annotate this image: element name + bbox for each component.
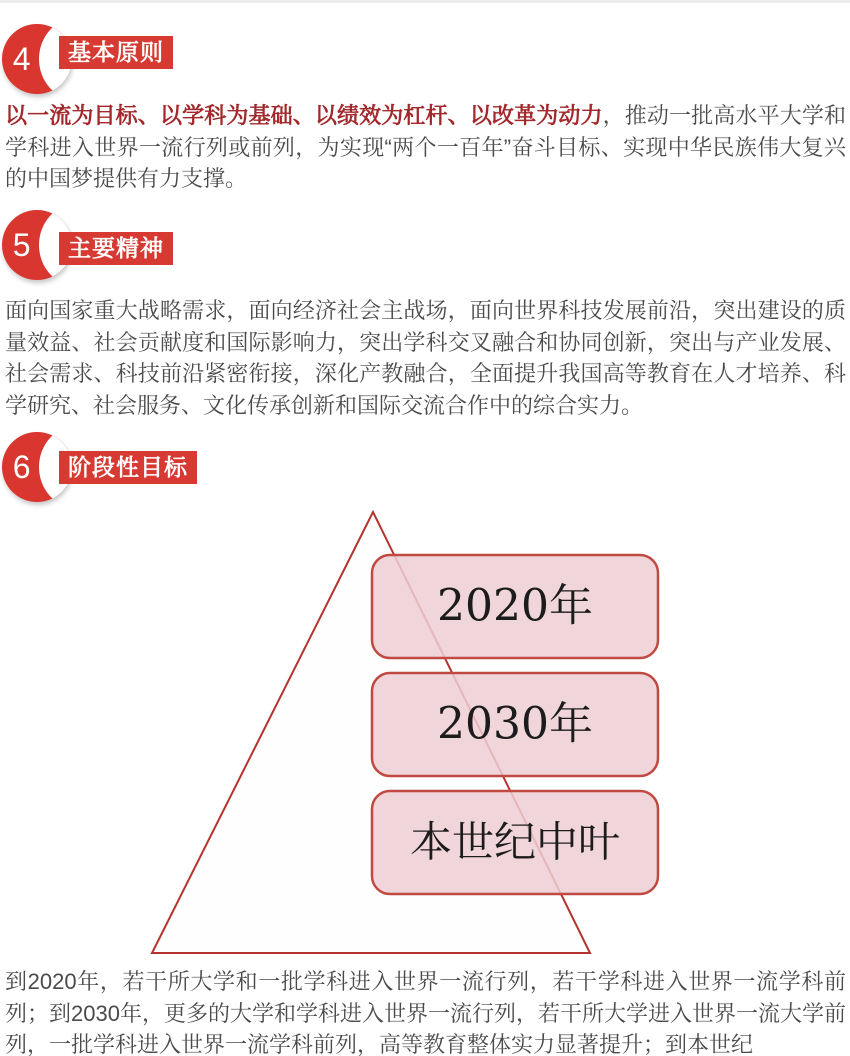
section-number: 4 [12, 41, 31, 77]
section-number: 6 [12, 449, 31, 485]
section-number: 5 [12, 227, 31, 263]
section-title-banner-6: 阶段性目标 [59, 451, 197, 484]
section-6-paragraph: 到2020年，若干所大学和一批学科进入世界一流行列，若干学科进入世界一流学科前列；到2030年，更多的大学和学科进入世界一流行列，若干所大学进入世界一流大学前列，一批学科进入世界一流学科前列，高等教育整体实力显著提升；到本世纪 [5, 969, 846, 1056]
paragraph-body-text: ，推动一批高水平大学和学科进入世界一流行列或前列，为实现“两个一百年”奋斗目标、实现中华民族伟大复兴的中国梦提供有力支撑。 [5, 103, 846, 191]
pyramid-level-label-2020: 2020年 [437, 580, 593, 632]
section-4-paragraph [5, 100, 846, 195]
stage-goals-pyramid-diagram [0, 503, 850, 963]
section-title-banner-5: 主要精神 [59, 232, 173, 265]
paragraph-lead-text: 以一流为目标、以学科为基础、以绩效为杠杆、以改革为动力 [5, 103, 603, 128]
section-title-banner-4: 基本原则 [59, 36, 173, 69]
section-5-paragraph: 面向国家重大战略需求，面向经济社会主战场，面向世界科技发展前沿，突出建设的质量效益、社会贡献度和国际影响力，突出学科交叉融合和协同创新，突出与产业发展、社会需求、科技前沿紧密衔接，深化产教融合，全面提升我国高等教育在人才培养、科学研究、社会服务、文化传承创新和国际交流合作中的综合实力。 [5, 298, 846, 418]
pyramid-level-label-midcentury: 本世纪中叶 [409, 817, 621, 867]
pyramid-level-label-2030: 2030年 [437, 698, 593, 750]
